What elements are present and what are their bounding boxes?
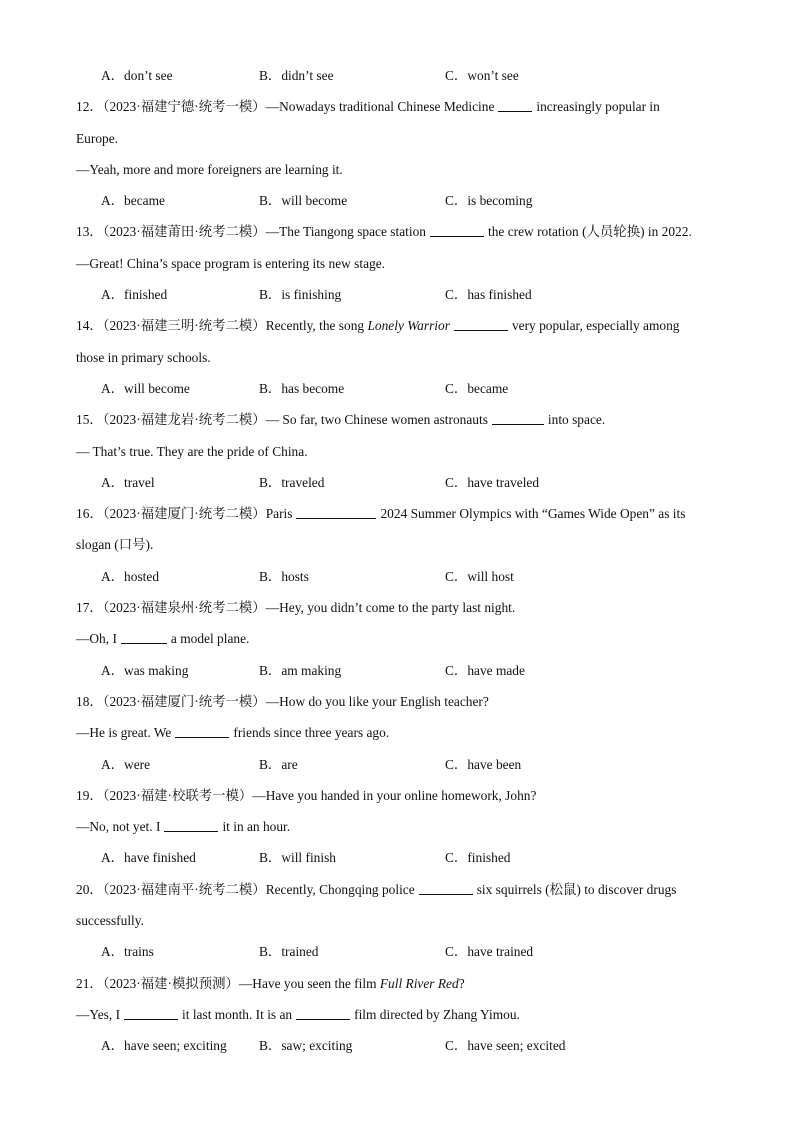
question-source: （2023·福建莆田·统考二模）	[102, 224, 266, 240]
options-row	[76, 655, 726, 686]
question-text: the crew rotation (人员轮换) in 2022.	[488, 224, 692, 240]
question-source: （2023·福建南平·统考二模）	[102, 881, 266, 897]
question-text: Recently, Chongqing police	[265, 881, 415, 897]
option-a: A．don’t see	[101, 68, 173, 83]
option-a: A．have seen; exciting	[101, 1038, 227, 1054]
option-c: C．have traveled	[445, 474, 540, 490]
question-number: 13．	[76, 224, 103, 240]
question-text: increasingly popular in	[536, 99, 660, 115]
option-c: C．have trained	[445, 944, 534, 960]
question-text-line: — That’s true. They are the pride of China.	[76, 443, 308, 459]
options-row	[76, 467, 726, 498]
option-a: A．was making	[101, 662, 189, 678]
option-b: B．are	[259, 756, 298, 772]
option-a: A．were	[101, 756, 151, 772]
question-number: 19．	[76, 787, 103, 803]
question-source: （2023·福建·模拟预测）	[102, 975, 239, 991]
options-row	[76, 60, 726, 91]
option-a: A．finished	[101, 287, 168, 303]
option-b: B．has become	[259, 380, 345, 396]
options-row	[76, 842, 726, 873]
question-text: it last month. It is an	[182, 1006, 293, 1022]
question-source: （2023·福建厦门·统考二模）	[102, 506, 266, 522]
answer-blank	[121, 631, 167, 644]
question-source: （2023·福建泉州·统考二模）	[102, 600, 266, 616]
question-source: （2023·福建龙岩·统考二模）	[102, 412, 266, 428]
question-number: 21．	[76, 975, 103, 991]
question-text: —Hey, you didn’t come to the party last night.	[265, 600, 516, 616]
question-text: —The Tiangong space station	[265, 224, 426, 240]
question-text: Recently, the song	[265, 318, 365, 334]
answer-blank	[175, 725, 229, 738]
question-source: （2023·福建·校联考一模）	[102, 787, 253, 803]
question-text-line	[76, 999, 726, 1030]
answer-blank	[164, 819, 218, 832]
question-12-line	[76, 91, 726, 122]
question-text: it in an hour.	[222, 819, 291, 835]
question-text: —He is great. We	[76, 725, 172, 741]
options-row	[76, 749, 726, 780]
question-15-line	[76, 404, 726, 435]
question-text: ?	[458, 975, 465, 991]
question-text: —Oh, I	[76, 631, 117, 647]
question-text: —No, not yet. I	[76, 819, 161, 835]
answer-blank	[124, 1007, 178, 1020]
question-text-line: successfully.	[76, 913, 144, 929]
question-number: 18．	[76, 693, 103, 709]
option-a: A．will become	[101, 380, 190, 396]
options-row	[76, 1030, 726, 1061]
option-c: C．will host	[445, 568, 514, 584]
options-row	[76, 185, 726, 216]
question-17-line	[76, 592, 726, 623]
question-text: film directed by Zhang Yimou.	[354, 1006, 520, 1022]
question-text: very popular, especially among	[511, 318, 680, 334]
question-18-line	[76, 686, 726, 717]
question-text: — So far, two Chinese women astronauts	[265, 412, 488, 428]
question-text-line: Europe.	[76, 130, 119, 146]
question-text: Paris	[265, 506, 293, 522]
question-text: six squirrels (松鼠) to discover drugs	[476, 881, 677, 897]
answer-blank	[430, 224, 484, 237]
question-text: into space.	[547, 412, 606, 428]
option-b: B．hosts	[259, 568, 309, 584]
question-number: 20．	[76, 881, 103, 897]
answer-blank	[454, 318, 508, 331]
option-b: B．is finishing	[259, 287, 342, 303]
question-text: 2024 Summer Olympics with “Games Wide Open” as its	[380, 506, 686, 522]
question-text-line: those in primary schools.	[76, 349, 211, 365]
option-c: C．is becoming	[445, 193, 533, 209]
question-text-line: —Yeah, more and more foreigners are learning it.	[76, 161, 343, 177]
question-source: （2023·福建三明·统考二模）	[102, 318, 266, 334]
option-a: A．trains	[101, 944, 154, 960]
option-b: B．traveled	[259, 474, 325, 490]
option-a: A．became	[101, 193, 165, 209]
option-c: C．finished	[445, 850, 511, 866]
options-row	[76, 936, 726, 967]
option-c: C．have made	[445, 662, 525, 678]
options-row	[76, 373, 726, 404]
option-a: A．travel	[101, 474, 155, 490]
answer-blank	[498, 99, 532, 112]
exam-page	[76, 60, 726, 1062]
option-b: B．saw; exciting	[259, 1038, 353, 1054]
option-c: C．have seen; excited	[445, 1038, 566, 1054]
question-text-line	[76, 811, 726, 842]
option-b: B．am making	[259, 662, 342, 678]
option-b: B．trained	[259, 944, 319, 960]
question-text-line	[76, 717, 726, 748]
song-title: Lonely Warrior	[367, 318, 450, 334]
question-21-line	[76, 968, 726, 999]
option-c: C．has finished	[445, 287, 532, 303]
question-number: 14．	[76, 318, 103, 334]
answer-blank	[296, 1007, 350, 1020]
option-b: B．didn’t see	[259, 68, 334, 83]
question-text: friends since three years ago.	[233, 725, 390, 741]
options-row	[76, 279, 726, 310]
question-source: （2023·福建宁德·统考一模）	[102, 99, 266, 115]
answer-blank	[492, 412, 544, 425]
question-text-line: —Great! China’s space program is entering its new stage.	[76, 255, 386, 271]
options-row	[76, 561, 726, 592]
answer-blank	[296, 506, 376, 519]
option-c: C．became	[445, 380, 509, 396]
question-text: —Have you seen the film	[238, 975, 377, 991]
question-14-line	[76, 310, 726, 341]
question-text-line: slogan (口号).	[76, 537, 154, 553]
option-a: A．hosted	[101, 568, 160, 584]
question-text: —Nowadays traditional Chinese Medicine	[265, 99, 495, 115]
question-19-line	[76, 780, 726, 811]
question-number: 16．	[76, 506, 103, 522]
question-text: —Yes, I	[76, 1006, 121, 1022]
option-c: C．have been	[445, 756, 522, 772]
option-a: A．have finished	[101, 850, 196, 866]
option-c: C．won’t see	[445, 68, 519, 83]
question-20-line	[76, 874, 726, 905]
question-13-line	[76, 216, 726, 247]
question-number: 15．	[76, 412, 103, 428]
question-number: 17．	[76, 600, 103, 616]
question-16-line	[76, 498, 726, 529]
question-text: a model plane.	[170, 631, 250, 647]
question-text-line	[76, 623, 726, 654]
option-b: B．will finish	[259, 850, 337, 866]
question-text: —How do you like your English teacher?	[265, 693, 489, 709]
answer-blank	[419, 882, 473, 895]
option-b: B．will become	[259, 193, 348, 209]
film-title: Full River Red	[379, 975, 459, 991]
question-text: —Have you handed in your online homework, John?	[252, 787, 537, 803]
question-number: 12．	[76, 99, 103, 115]
question-source: （2023·福建厦门·统考一模）	[102, 693, 266, 709]
